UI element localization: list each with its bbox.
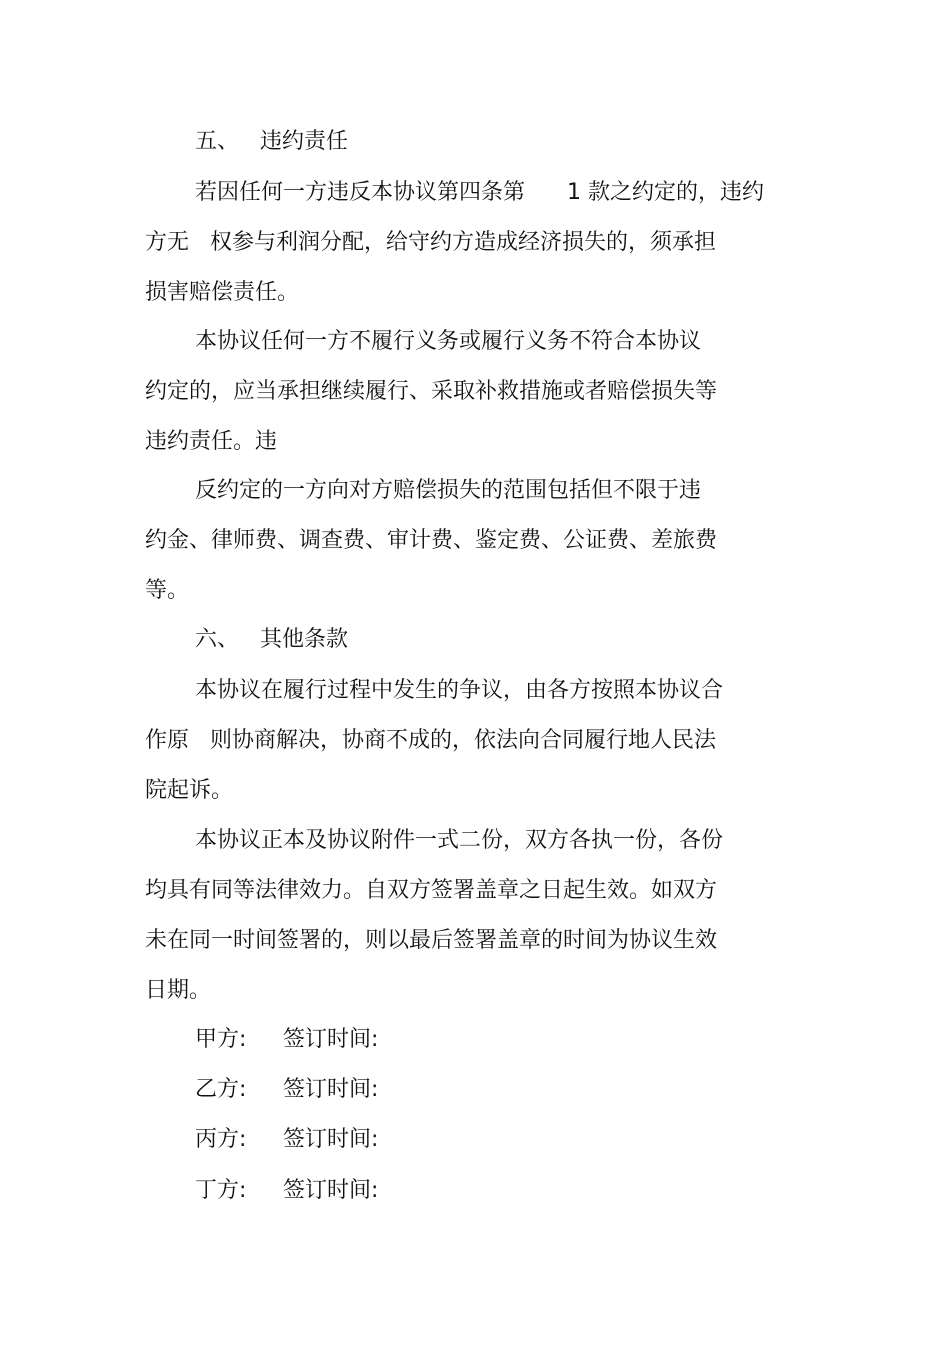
section-5-paragraph-3-line: 约金、律师费、调查费、审计费、鉴定费、公证费、差旅费: [145, 528, 718, 553]
signature-party-label: 甲方:: [195, 1027, 247, 1052]
section-5-paragraph-2-line: 违约责任。违: [145, 429, 278, 454]
signature-date-label: 签订时间:: [283, 1027, 379, 1052]
signature-date-label: 签订时间:: [283, 1178, 379, 1203]
section-6-heading: 六、 其他条款: [195, 627, 348, 652]
section-6-paragraph-2-line: 日期。: [145, 978, 212, 1003]
signature-date-label: 签订时间:: [283, 1127, 379, 1152]
section-6-paragraph-1-line: 院起诉。: [145, 778, 234, 803]
section-5-paragraph-1-line: 损害赔偿责任。: [145, 280, 300, 305]
section-6-paragraph-2-line: 未在同一时间签署的，则以最后签署盖章的时间为协议生效: [145, 928, 718, 953]
section-6-paragraph-2-line: 均具有同等法律效力。自双方签署盖章之日起生效。如双方: [145, 878, 718, 903]
section-6-paragraph-1-line: 本协议在履行过程中发生的争议，由各方按照本协议合: [195, 678, 724, 703]
signature-party-label: 丙方:: [195, 1127, 247, 1152]
section-5-paragraph-1-line: 若因任何一方违反本协议第四条第 1 款之约定的，违约: [195, 180, 764, 205]
section-5-paragraph-3-line: 等。: [145, 578, 190, 603]
section-5-heading: 五、 违约责任: [195, 129, 348, 154]
signature-party-label: 丁方:: [195, 1178, 247, 1203]
signature-date-label: 签订时间:: [283, 1077, 379, 1102]
section-5-paragraph-1-line: 方无 权参与利润分配，给守约方造成经济损失的，须承担: [145, 230, 716, 255]
signature-party-label: 乙方:: [195, 1077, 247, 1102]
section-6-paragraph-2-line: 本协议正本及协议附件一式二份，双方各执一份，各份: [195, 828, 724, 853]
section-5-paragraph-3-line: 反约定的一方向对方赔偿损失的范围包括但不限于违: [195, 478, 702, 503]
section-5-paragraph-2-line: 本协议任何一方不履行义务或履行义务不符合本协议: [195, 329, 702, 354]
section-5-paragraph-2-line: 约定的，应当承担继续履行、采取补救措施或者赔偿损失等: [145, 379, 718, 404]
section-6-paragraph-1-line: 作原 则协商解决，协商不成的，依法向合同履行地人民法: [145, 728, 716, 753]
